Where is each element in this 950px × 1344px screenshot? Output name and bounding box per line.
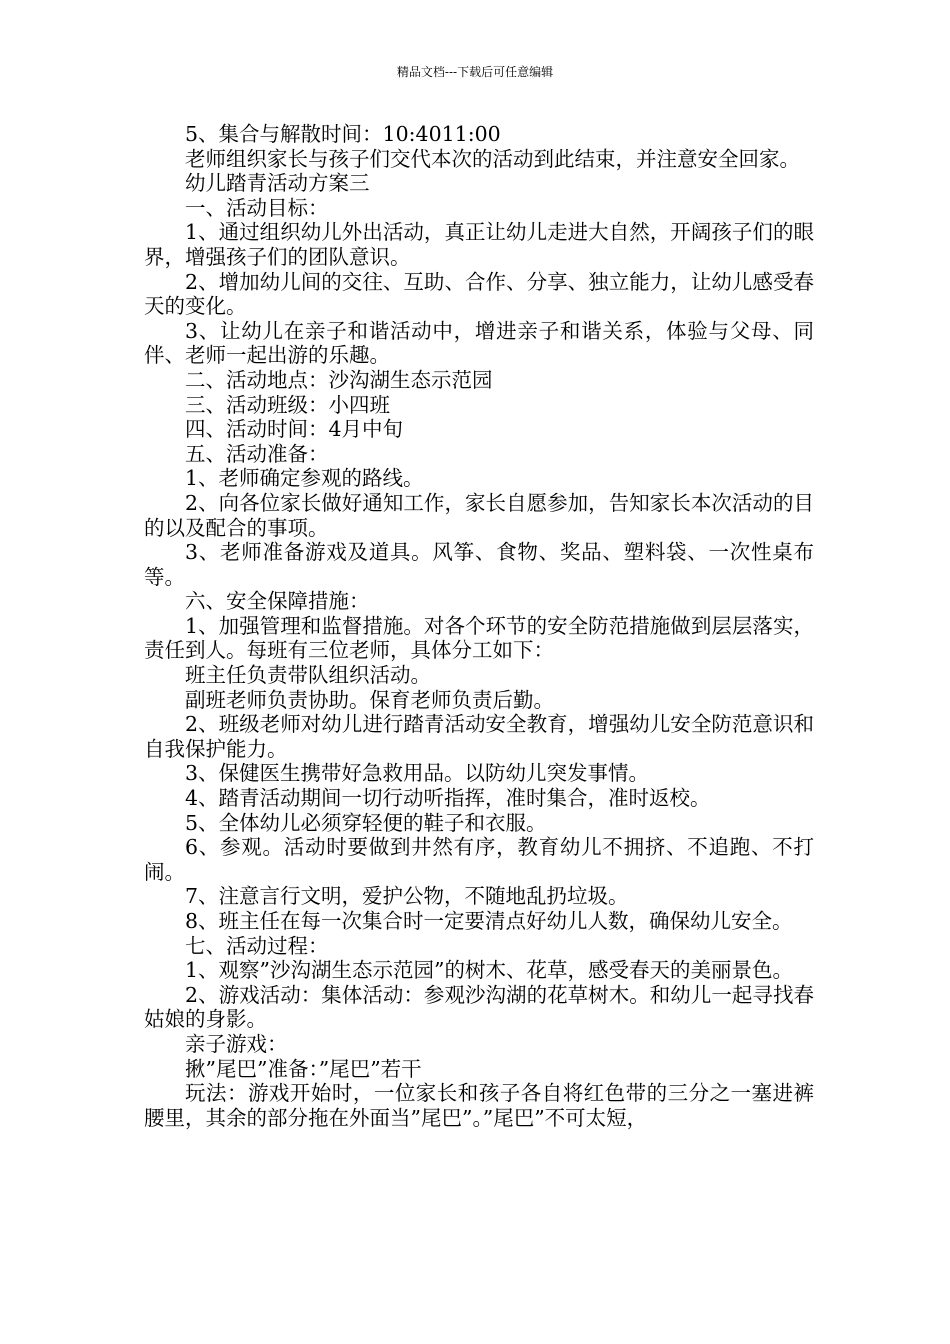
section-heading: 二、活动地点：沙沟湖生态示范园 [185, 367, 493, 392]
paragraph: 揪”尾巴”准备：”尾巴”若干 [185, 1056, 422, 1081]
paragraph: 3、保健医生携带好急救用品。以防幼儿突发事情。 [185, 761, 650, 786]
paragraph: 1、通过组织幼儿外出活动，真正让幼儿走进大自然，开阔孩子们的眼界，增强孩子们的团队意识。 [144, 220, 814, 269]
section-heading: 六、安全保障措施： [185, 589, 370, 614]
document-body [144, 122, 814, 1130]
page-header: 精品文档---下载后可任意编辑 [396, 65, 554, 79]
paragraph: 6、参观。活动时要做到井然有序，教育幼儿不拥挤、不追跑、不打闹。 [144, 835, 814, 884]
paragraph: 1、老师确定参观的路线。 [185, 466, 424, 491]
section-heading: 七、活动过程： [185, 933, 329, 958]
paragraph: 班主任负责带队组织活动。 [185, 663, 431, 688]
paragraph: 3、让幼儿在亲子和谐活动中，增进亲子和谐关系，体验与父母、同伴、老师一起出游的乐趣。 [144, 318, 814, 368]
section-heading: 一、活动目标： [185, 195, 329, 220]
paragraph: 7、注意言行文明，爱护公物，不随地乱扔垃圾。 [185, 884, 629, 909]
paragraph: 4、踏青活动期间一切行动听指挥，准时集合，准时返校。 [185, 786, 711, 811]
paragraph: 1、观察”沙沟湖生态示范园”的树木、花草，感受春天的美丽景色。 [185, 958, 794, 983]
paragraph: 副班老师负责协助。保育老师负责后勤。 [185, 687, 554, 712]
paragraph: 2、游戏活动：集体活动：参观沙沟湖的花草树木。和幼儿一起寻找春姑娘的身影。 [144, 982, 814, 1032]
paragraph: 1、加强管理和监督措施。对各个环节的安全防范措施做到层层落实，责任到人。每班有三位老师，具体分工如下： [144, 613, 814, 663]
paragraph: 老师组织家长与孩子们交代本次的活动到此结束，并注意安全回家。 [185, 146, 800, 171]
paragraph: 亲子游戏： [185, 1031, 288, 1056]
paragraph: 5、全体幼儿必须穿轻便的鞋子和衣服。 [185, 810, 547, 835]
paragraph: 5、集合与解散时间：10:4011:00 [185, 122, 501, 146]
section-heading: 五、活动准备： [185, 441, 329, 466]
paragraph: 2、增加幼儿间的交往、互助、合作、分享、独立能力，让幼儿感受春天的变化。 [144, 269, 814, 319]
section-heading: 四、活动时间：4月中旬 [185, 417, 404, 442]
paragraph: 2、班级老师对幼儿进行踏青活动安全教育，增强幼儿安全防范意识和自我保护能力。 [144, 712, 814, 761]
paragraph: 8、班主任在每一次集合时一定要清点好幼儿人数，确保幼儿安全。 [185, 909, 793, 933]
paragraph: 3、老师准备游戏及道具。风筝、食物、奖品、塑料袋、一次性桌布等。 [144, 540, 814, 589]
section-heading: 三、活动班级：小四班 [185, 392, 390, 417]
paragraph: 2、向各位家长做好通知工作，家长自愿参加，告知家长本次活动的目的以及配合的事项。 [144, 490, 814, 540]
section-title: 幼儿踏青活动方案三 [185, 171, 370, 196]
paragraph: 玩法：游戏开始时，一位家长和孩子各自将红色带的三分之一塞进裤腰里，其余的部分拖在外面当”尾巴”。”尾巴”不可太短， [144, 1081, 814, 1130]
